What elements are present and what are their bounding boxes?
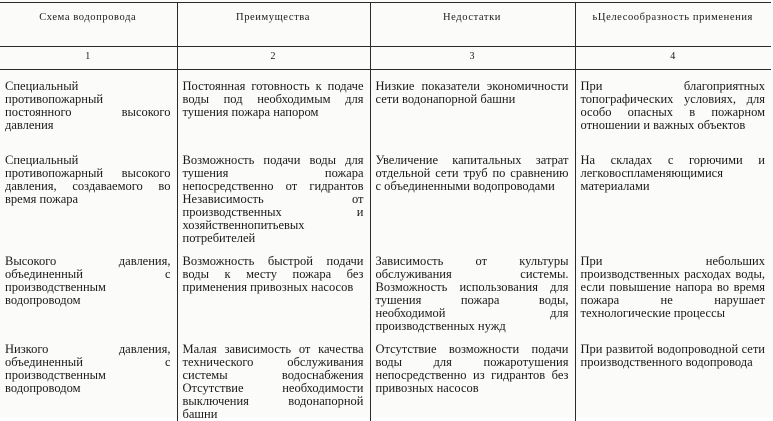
cell-usage: При развитой водопроводной сети производственного водопровода [575,333,771,421]
cell-advantages: Малая зависимость от качества технического обслуживания системы водоснабжения Отсутствие необходимости выключения водонапорной башни [177,333,370,421]
column-number: 2 [177,47,370,70]
cell-scheme: Специальный противопожарный высокого давления, создаваемого во время пожара [5,153,171,206]
column-number-row [0,47,771,70]
column-number: 1 [0,47,177,70]
header-disadvantages: Недостатки [370,3,575,47]
cell-advantages: Возможность быстрой подачи воды к месту пожара без применения привозных насосов [177,245,370,333]
cell-advantages: Постоянная готовность к подаче воды под необходимым для тушения пожара напором [177,70,370,145]
header-scheme: Схема водопровода [0,3,177,47]
table-row [0,70,771,145]
cell-scheme: Низкого давления, объединенный с производственным водопроводом [5,342,171,395]
cell-usage: На складах с горючими и легковоспламеняющимися материалами [575,144,771,245]
table-row [0,245,771,333]
column-number: 4 [575,47,771,70]
header-usage: ьЦелесообразность применения [575,3,771,47]
comparison-table [0,2,771,421]
cell-usage: При благоприятных топографических условиях, для особо опасных в пожарном отношении и важных объектов [575,70,771,145]
column-number: 3 [370,47,575,70]
cell-disadvantages: Отсутствие возможности подачи воды для пожаротушения непосредственно из гидрантов без привозных насосов [370,333,575,421]
table-row [0,333,771,421]
header-row [0,3,771,47]
cell-scheme: Специальный противопожарный постоянного высокого давления [5,79,171,132]
cell-scheme: Высокого давления, объединенный с производственным водопроводом [5,254,171,307]
cell-disadvantages: Увеличение капитальных затрат отдельной сети труб по сравнению с объединенными водопроводами [370,144,575,245]
table-row [0,144,771,245]
cell-usage: При небольших производственных расходах воды, если повышение напора во время пожара не нарушает технологические процессы [575,245,771,333]
cell-disadvantages: Низкие показатели экономичности сети водонапорной башни [370,70,575,145]
cell-advantages: Возможность подачи воды для тушения пожара непосредственно от гидрантов Независимость от производственных и хозяйственнопитьевых потребителей [177,144,370,245]
cell-disadvantages: Зависимость от культуры обслуживания системы. Возможность использования для тушения пожара воды, необходимой для производственных нужд [370,245,575,333]
header-advantages: Преимущества [177,3,370,47]
